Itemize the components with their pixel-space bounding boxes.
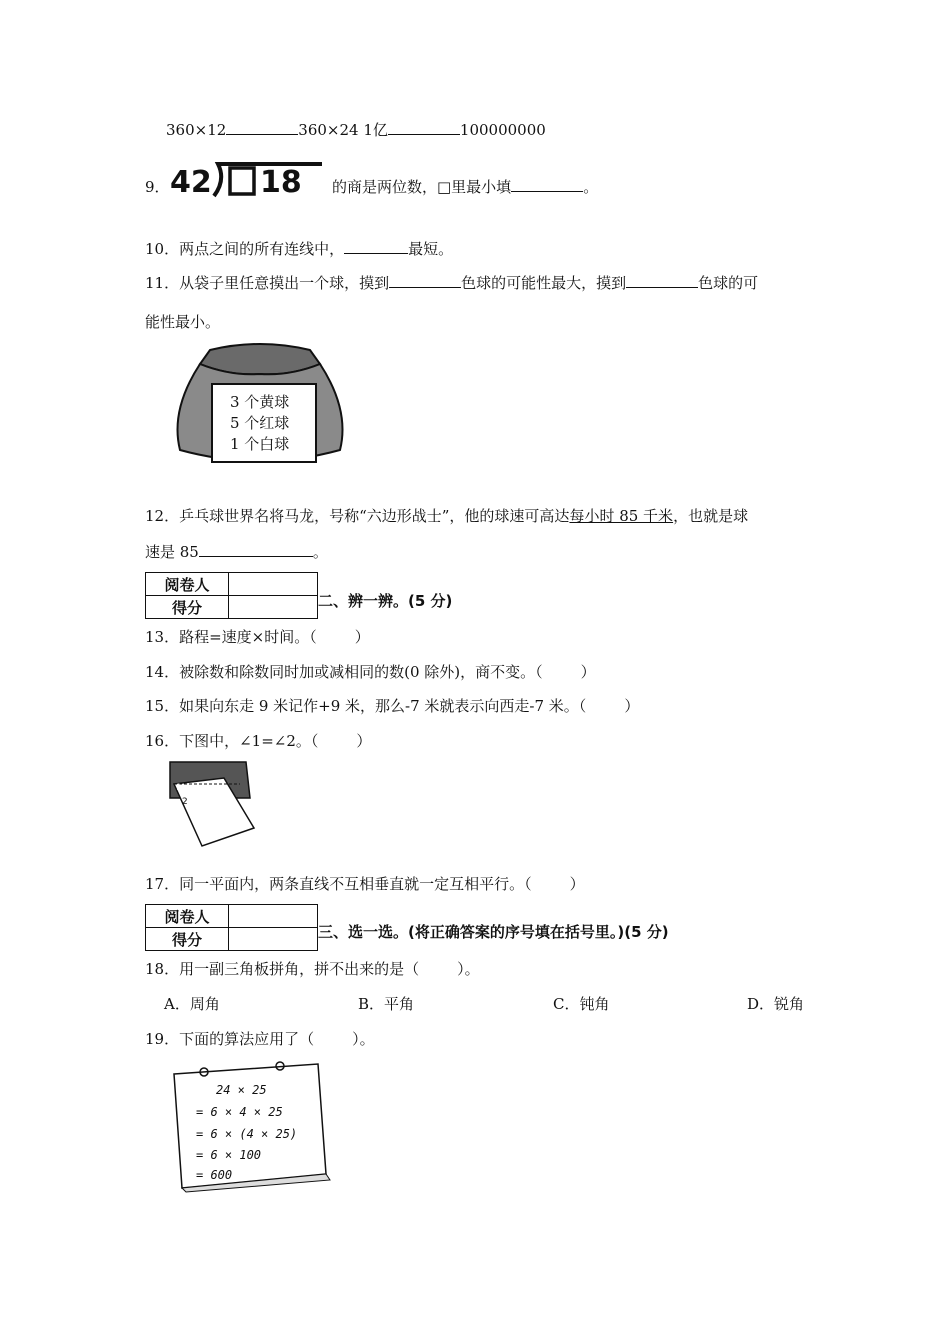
calculation-note-figure <box>168 1058 338 1198</box>
reviewer-cell[interactable] <box>229 905 318 928</box>
answer-blank[interactable] <box>388 119 460 135</box>
q17-text: 17．同一平面内，两条直线不互相垂直就一定互相平行。（ <box>145 875 532 893</box>
bag-line-red: 5 个红球 <box>230 414 290 432</box>
q18-text: 18．用一副三角板拼角，拼不出来的是（ <box>145 960 420 978</box>
section-2-title: 二、辨一辨。(5 分) <box>318 592 453 610</box>
folded-paper-figure <box>166 758 266 854</box>
answer-blank[interactable] <box>389 272 461 288</box>
q12-text-a: 12．乒乓球世界名将马龙，号称“六边形战士”，他的球速可高达 <box>145 507 570 525</box>
compare-right-a: 1亿 <box>363 121 388 139</box>
q12-text-b: ，也就是球 <box>673 507 749 525</box>
option-c[interactable]: C．钝角 <box>553 995 610 1013</box>
calc-line-5: = 600 <box>196 1168 233 1182</box>
question-14 <box>145 661 596 682</box>
question-11-line2: 能性最小。 <box>145 313 221 331</box>
question-17 <box>145 873 585 894</box>
division-figure <box>170 160 330 200</box>
score-cell[interactable] <box>229 596 318 619</box>
compare-left-a: 360×12 <box>166 121 227 139</box>
score-label: 得分 <box>146 928 229 951</box>
answer-blank[interactable] <box>199 541 313 557</box>
q9-end: 。 <box>583 178 599 196</box>
q10-text-a: 10．两点之间的所有连线中， <box>145 240 345 258</box>
answer-blank[interactable] <box>226 119 298 135</box>
q10-text-b: 最短。 <box>408 240 454 258</box>
question-19 <box>145 1028 375 1049</box>
compare-left-b: 360×24 <box>298 121 359 139</box>
question-15 <box>145 695 639 716</box>
score-table <box>145 572 318 619</box>
q12-line2-a: 速是 85 <box>145 543 199 561</box>
q17-close: ） <box>569 875 585 893</box>
angle-2-label: 2 <box>182 797 188 807</box>
option-a[interactable]: A．周角 <box>164 995 220 1013</box>
option-d[interactable]: D．锐角 <box>747 995 805 1013</box>
q9-text: 的商是两位数，□里最小填 <box>332 178 512 196</box>
question-10 <box>145 238 453 259</box>
bag-line-yellow: 3 个黄球 <box>230 393 290 411</box>
question-12-line2 <box>145 541 328 562</box>
q15-close: ） <box>624 697 640 715</box>
compare-right-b: 100000000 <box>459 121 546 139</box>
q12-line2-b: 。 <box>312 543 328 561</box>
question-11 <box>145 272 758 293</box>
q14-close: ） <box>580 663 596 681</box>
q13-text: 13．路程=速度×时间。（ <box>145 628 317 646</box>
q11-text-b: 色球的可能性最大，摸到 <box>461 274 627 292</box>
reviewer-label: 阅卷人 <box>146 573 229 596</box>
q19-text: 19．下面的算法应用了（ <box>145 1030 315 1048</box>
q16-text: 16．下图中，∠1=∠2。（ <box>145 732 319 750</box>
q12-underlined: 每小时 85 千米 <box>569 507 674 525</box>
q19-close: ）。 <box>352 1030 375 1048</box>
question-9-text <box>332 176 598 197</box>
calc-line-2: = 6 × 4 × 25 <box>196 1105 283 1119</box>
reviewer-cell[interactable] <box>229 573 318 596</box>
divisor-text: 42 <box>170 165 212 200</box>
score-label: 得分 <box>146 596 229 619</box>
dividend-digits: 18 <box>260 165 302 200</box>
q13-close: ） <box>354 628 370 646</box>
answer-blank[interactable] <box>511 176 583 192</box>
ball-bag-figure <box>170 340 350 470</box>
answer-blank[interactable] <box>626 272 698 288</box>
q11-text-a: 11．从袋子里任意摸出一个球，摸到 <box>145 274 390 292</box>
question-16 <box>145 730 371 751</box>
answer-blank[interactable] <box>344 238 408 254</box>
blank-box-icon <box>230 168 254 194</box>
angle-1-label: 1 <box>176 783 182 793</box>
question-13 <box>145 626 370 647</box>
q18-close: ）。 <box>457 960 480 978</box>
q14-text: 14．被除数和除数同时加或减相同的数(0 除外)，商不变。（ <box>145 663 543 681</box>
q15-text: 15．如果向东走 9 米记作+9 米，那么-7 米就表示向西走-7 米。（ <box>145 697 587 715</box>
q16-close: ） <box>356 732 372 750</box>
reviewer-label: 阅卷人 <box>146 905 229 928</box>
calc-line-4: = 6 × 100 <box>196 1148 262 1162</box>
option-b[interactable]: B．平角 <box>358 995 415 1013</box>
score-cell[interactable] <box>229 928 318 951</box>
bag-line-white: 1 个白球 <box>230 435 290 453</box>
section-3-title: 三、选一选。(将正确答案的序号填在括号里。)(5 分) <box>318 923 669 941</box>
calc-line-1: 24 × 25 <box>216 1083 267 1097</box>
question-9-number: 9． <box>145 178 170 196</box>
question-12 <box>145 505 748 526</box>
compare-row <box>166 119 546 140</box>
calc-line-3: = 6 × (4 × 25) <box>196 1127 298 1141</box>
q11-text-c: 色球的可 <box>698 274 759 292</box>
score-table <box>145 904 318 951</box>
question-18 <box>145 958 480 979</box>
